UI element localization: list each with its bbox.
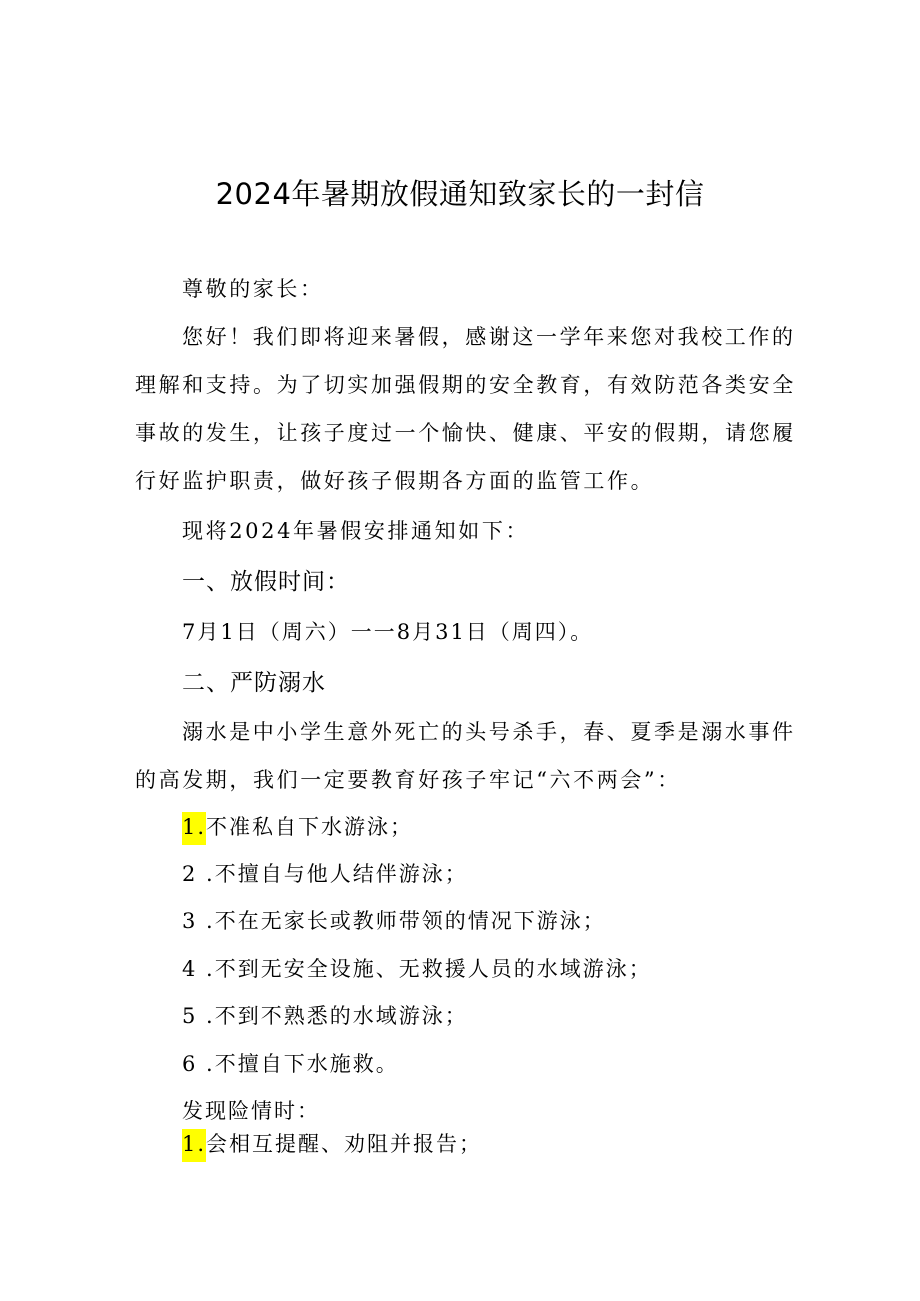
rule-item <box>182 1049 399 1079</box>
rule-item <box>182 954 652 984</box>
highlighted-danger-number: 1. <box>182 1129 206 1162</box>
document-title: 2024年暑期放假通知致家长的一封信 <box>215 177 705 211</box>
rule-text: 不到无安全设施、无救援人员的水域游泳； <box>214 957 652 981</box>
rule-number: 4 . <box>182 957 215 981</box>
intro-line-4: 行好监护职责，做好孩子假期各方面的监管工作。 <box>135 469 655 493</box>
rule-text: 不在无家长或教师带领的情况下游泳； <box>214 909 606 933</box>
danger-item <box>182 1129 482 1159</box>
salutation: 尊敬的家长： <box>182 277 324 301</box>
notice-line: 现将2024年暑假安排通知如下： <box>182 519 530 543</box>
rule-text: 不擅自与他人结伴游泳； <box>214 862 468 886</box>
vacation-dates: 7月1日（周六）一一8月31日（周四）。 <box>182 620 594 644</box>
highlighted-rule-number: 1. <box>182 812 206 845</box>
intro-line-2: 理解和支持。为了切实加强假期的安全教育，有效防范各类安全 <box>135 373 796 397</box>
rule-item <box>182 812 413 842</box>
rule-item <box>182 859 468 889</box>
rule-text: 不准私自下水游泳； <box>206 815 414 839</box>
intro-line-1: 您好！我们即将迎来暑假，感谢这一学年来您对我校工作的 <box>182 325 796 349</box>
drowning-intro-line-1: 溺水是中小学生意外死亡的头号杀手，春、夏季是溺水事件 <box>182 720 796 744</box>
rule-text: 不到不熟悉的水域游泳； <box>214 1004 468 1028</box>
rule-number: 6 . <box>182 1052 215 1076</box>
drowning-intro-line-2: 的高发期，我们一定要教育好孩子牢记“六不两会”： <box>135 768 681 792</box>
danger-text: 会相互提醒、劝阻并报告； <box>206 1132 483 1156</box>
rule-number: 5 . <box>182 1004 215 1028</box>
section-heading-drowning: 二、严防溺水 <box>182 670 326 696</box>
rule-item <box>182 1001 468 1031</box>
danger-label: 发现险情时： <box>182 1099 320 1123</box>
rule-text: 不擅自下水施救。 <box>214 1052 399 1076</box>
intro-line-3: 事故的发生，让孩子度过一个愉快、健康、平安的假期，请您履 <box>135 421 796 445</box>
rule-item <box>182 906 606 936</box>
section-heading-vacation-time: 一、放假时间： <box>182 569 350 595</box>
rule-number: 3 . <box>182 909 215 933</box>
rule-number: 2 . <box>182 862 215 886</box>
